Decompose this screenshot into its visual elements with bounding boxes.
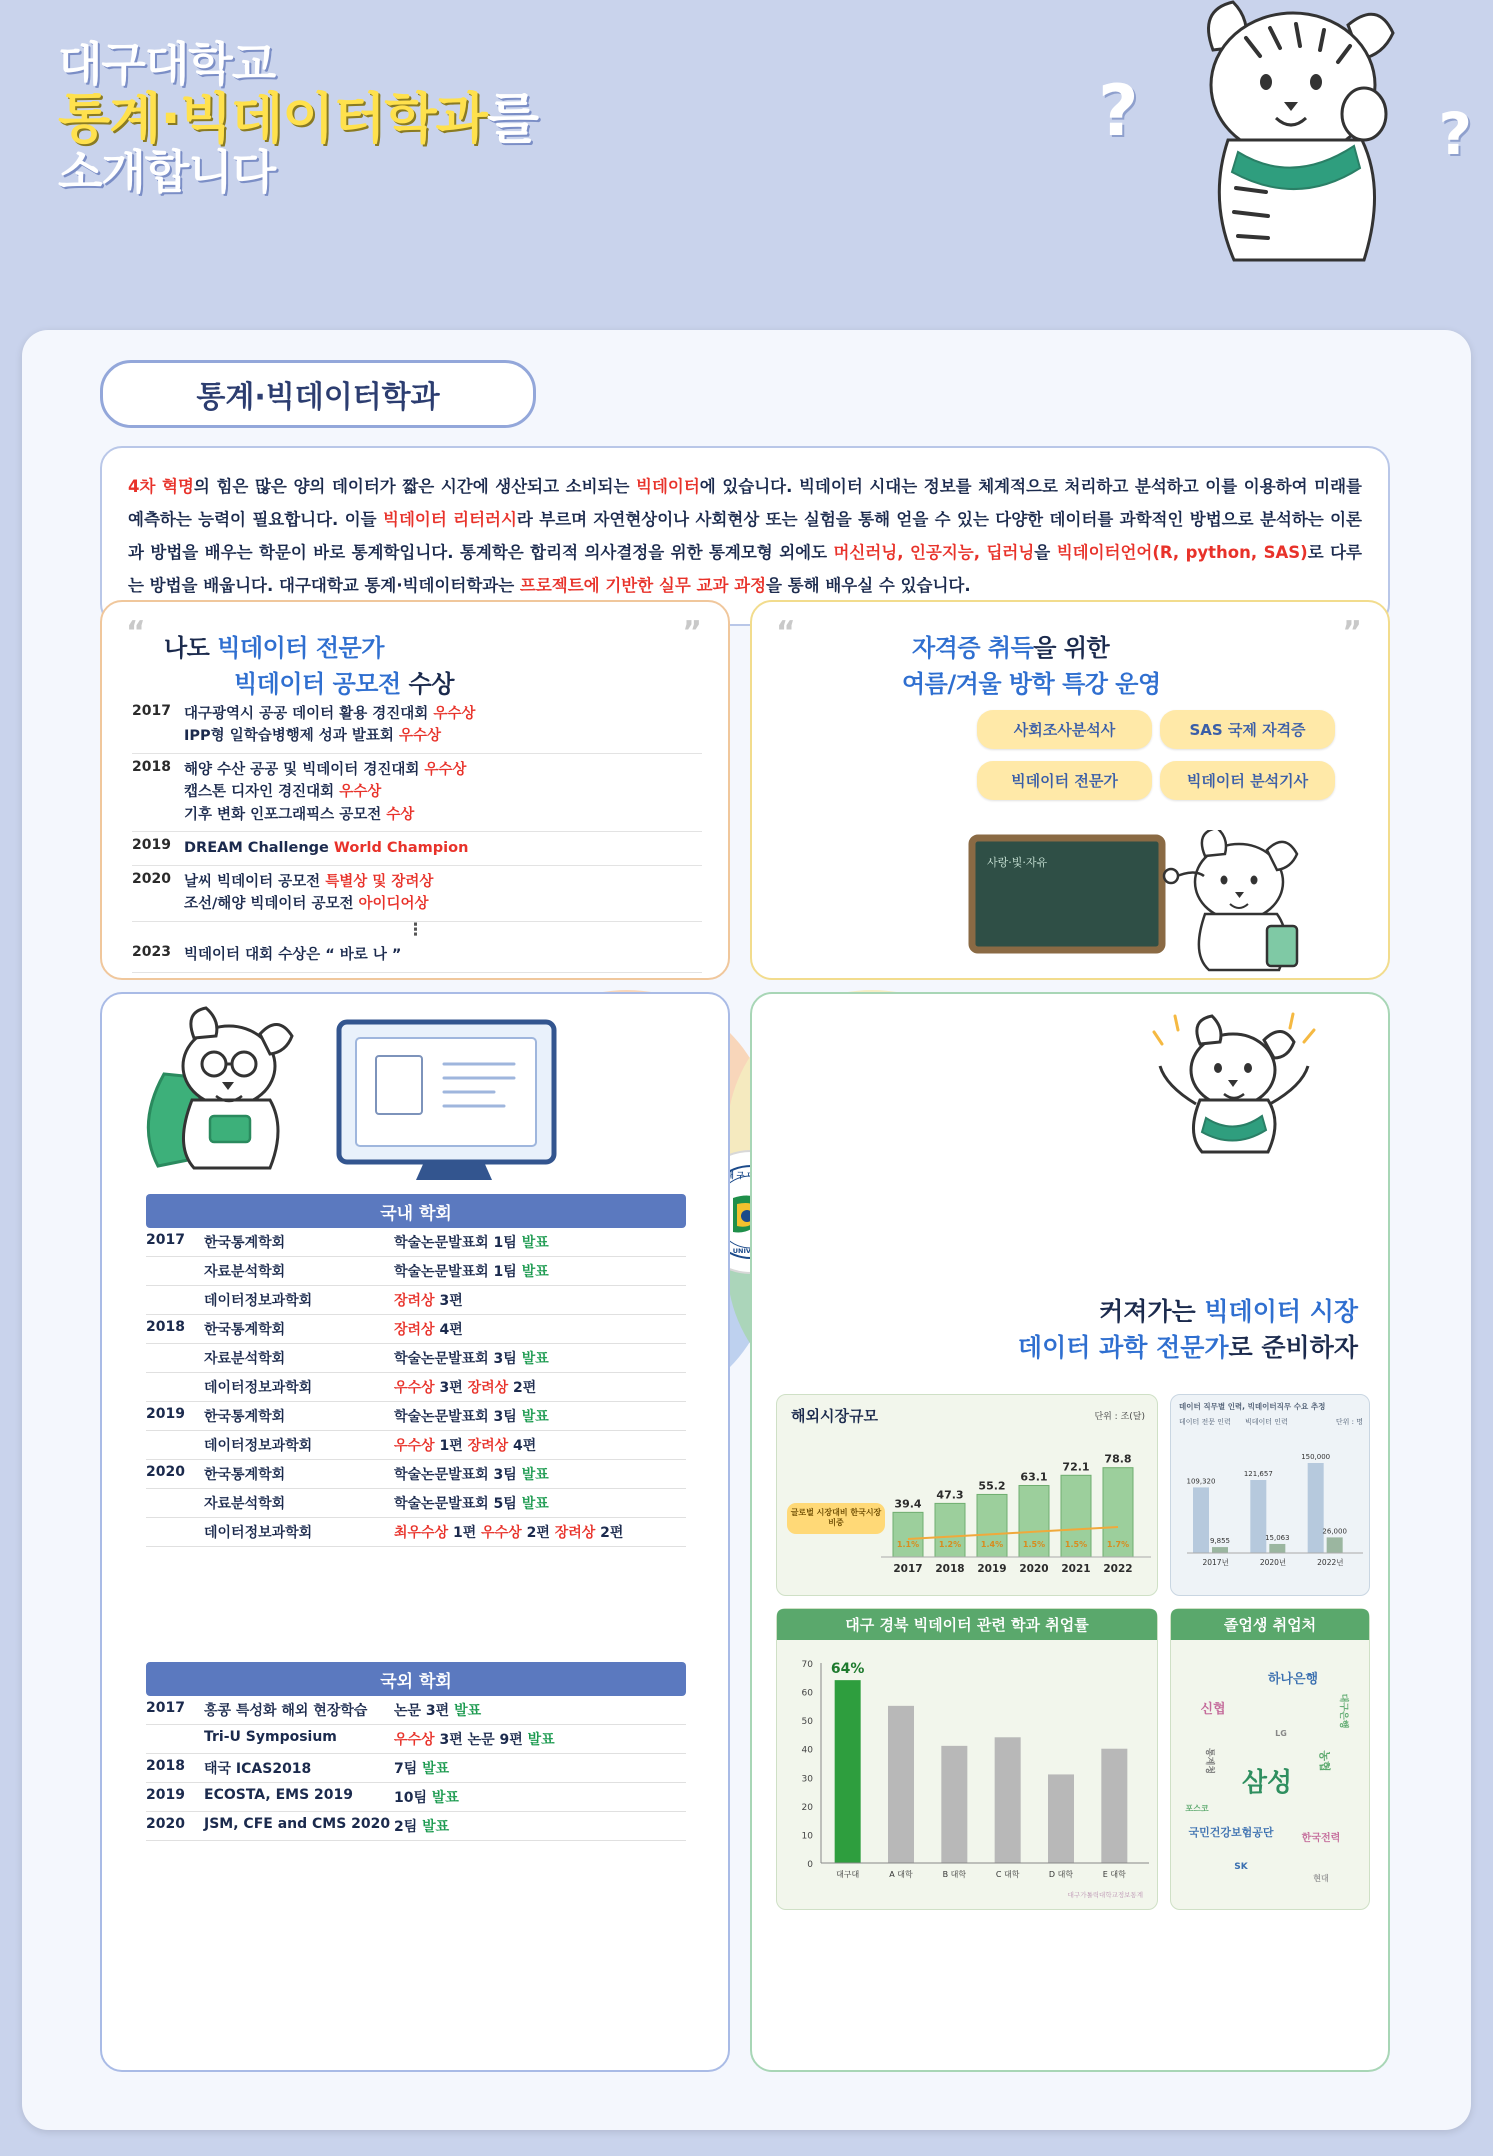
certificate-tag-list <box>977 710 1377 812</box>
employ-y-tick: 70 <box>801 1660 813 1670</box>
conference-year <box>146 1435 204 1455</box>
wordcloud-word: 포스코 <box>1185 1804 1209 1813</box>
manpower-x-tick: 2020년 <box>1259 1558 1287 1567</box>
header-line-2 <box>58 86 538 150</box>
contest-list-ellipsis: ⋮ <box>407 919 427 940</box>
contest-year: 2019 <box>132 837 171 854</box>
contest-awards <box>184 837 702 859</box>
manpower-bar-total <box>1308 1463 1324 1553</box>
cert-tag-0[interactable]: 사회조사분석사 <box>977 710 1152 749</box>
intro-segment-0: 4차 혁명 <box>128 477 194 496</box>
conference-year <box>146 1522 204 1542</box>
contest-award-line: 날씨 빅데이터 공모전 특별상 및 장려상 <box>184 873 434 890</box>
employ-x-tick: A 대학 <box>889 1870 913 1879</box>
conference-name: 데이터정보과학회 <box>204 1438 313 1454</box>
conference-result: 학술논문발표회 1팀 발표 <box>394 1264 549 1280</box>
conference-name: Tri-U Symposium <box>204 1729 337 1745</box>
manpower-legend-1: 빅데이터 인력 <box>1245 1418 1288 1426</box>
manpower-x-tick: 2017년 <box>1202 1558 1229 1567</box>
intl-conference-header: 국외 학회 <box>146 1662 686 1696</box>
domestic-conference-table <box>146 1228 686 1547</box>
celebrating-tiger-illustration <box>1118 1008 1348 1158</box>
table-row <box>146 1402 686 1431</box>
contest-award-line: 해양 수산 공공 및 빅데이터 경진대회 우수상 <box>184 761 467 778</box>
conference-year <box>146 1290 204 1310</box>
conference-result: 10팀 발표 <box>394 1790 459 1806</box>
manpower-unit: 단위 : 명 <box>1335 1418 1363 1426</box>
cert-tag-3[interactable]: 빅데이터 분석기사 <box>1160 761 1335 800</box>
wordcloud-word: 하나은행 <box>1267 1672 1319 1687</box>
contest-award-line: 빅데이터 대회 수상은 “ 바로 나 ” <box>184 947 402 964</box>
intl-conference-table <box>146 1696 686 1841</box>
department-title: 통계·빅데이터학과 <box>100 360 536 428</box>
wordcloud-word: 현대 <box>1313 1874 1329 1883</box>
conference-name: 데이터정보과학회 <box>204 1525 313 1541</box>
employ-y-tick: 30 <box>801 1774 813 1785</box>
employ-y-tick: 20 <box>801 1802 813 1813</box>
employer-wordcloud-title: 졸업생 취업처 <box>1171 1609 1369 1640</box>
quote-close-icon-2: ” <box>1342 615 1362 650</box>
contest-year: 2018 <box>132 758 171 775</box>
conference-result: 우수상 3편 장려상 2편 <box>394 1380 537 1396</box>
manpower-bar-total <box>1250 1480 1266 1553</box>
quote-close-icon: ” <box>682 615 702 650</box>
table-row <box>146 1431 686 1460</box>
market-bar-value: 63.1 <box>1020 1470 1048 1484</box>
contest-row <box>132 754 702 832</box>
manpower-bar-total <box>1193 1487 1209 1553</box>
conference-year: 2019 <box>146 1406 185 1422</box>
cert-title-1: 자격증 취득을 위한 <box>912 634 1110 662</box>
market-x-tick: 2020 <box>1019 1563 1049 1575</box>
contest-year: 2020 <box>132 870 171 887</box>
conference-name: 데이터정보과학회 <box>204 1380 313 1396</box>
page-header <box>0 0 1493 310</box>
market-x-tick: 2022 <box>1103 1563 1133 1575</box>
quote-open-icon: “ <box>126 615 146 650</box>
manpower-bar-big <box>1212 1547 1228 1553</box>
employ-bar <box>941 1746 967 1863</box>
contest-awards <box>184 703 702 748</box>
conference-name: 자료분석학회 <box>204 1496 286 1512</box>
market-bar-value: 55.2 <box>978 1479 1006 1493</box>
employ-y-tick: 0 <box>807 1860 813 1870</box>
manpower-x-tick: 2022년 <box>1317 1558 1344 1567</box>
market-share-label: 1.4% <box>980 1540 1004 1549</box>
manpower-legend-0: 데이터 전문 인력 <box>1179 1418 1231 1426</box>
overseas-market-annotation: 글로벌 시장대비 한국시장 비중 <box>787 1503 885 1534</box>
conference-result: 우수상 1편 장려상 4편 <box>394 1438 537 1454</box>
conference-year <box>146 1261 204 1281</box>
wordcloud-word: 신협 <box>1200 1702 1226 1717</box>
intro-segment-9: 로 다루는 방법을 배웁니다. 대구대학교 통계·빅데이터학과는 <box>128 543 1362 595</box>
contest-award-line: 기후 변화 인포그래픽스 공모전 수상 <box>184 806 415 823</box>
employ-bar <box>835 1680 861 1863</box>
question-mark-icon-2: ? <box>1438 100 1472 168</box>
table-row <box>146 1286 686 1315</box>
hero-tiger-illustration <box>124 1004 644 1194</box>
cert-title-2: 여름/겨울 방학 특강 운영 <box>902 670 1161 698</box>
market-x-tick: 2019 <box>977 1563 1007 1575</box>
conference-result: 학술논문발표회 3팀 발표 <box>394 1467 549 1483</box>
conference-name: 한국통계학회 <box>204 1235 286 1251</box>
intro-segment-6: 머신러닝, 인공지능, 딥러닝 <box>833 543 1035 562</box>
contest-year: 2023 <box>132 944 171 961</box>
conference-year <box>146 1729 204 1749</box>
overseas-market-unit: 단위 : 조(달) <box>1094 1412 1145 1422</box>
manpower-bar-big <box>1327 1537 1343 1553</box>
conference-year: 2020 <box>146 1816 185 1832</box>
conference-name: 한국통계학회 <box>204 1409 286 1425</box>
conference-name: 자료분석학회 <box>204 1351 286 1367</box>
contest-award-line: IPP형 일학습병행제 성과 발표회 우수상 <box>184 728 441 745</box>
employ-bar <box>1048 1774 1074 1863</box>
manpower-chart-title: 데이터 직무별 인력, 빅데이터직무 수요 추정 <box>1179 1402 1326 1411</box>
conference-name: 자료분석학회 <box>204 1264 286 1280</box>
conference-result: 학술논문발표회 3팀 발표 <box>394 1351 549 1367</box>
employ-bar <box>995 1737 1021 1863</box>
table-row <box>146 1812 686 1841</box>
conference-year <box>146 1348 204 1368</box>
manpower-value-total: 109,320 <box>1186 1477 1216 1486</box>
contest-award-line: 캡스톤 디자인 경진대회 우수상 <box>184 784 382 801</box>
cert-tag-2[interactable]: 빅데이터 전문가 <box>977 761 1152 800</box>
market-bar-value: 39.4 <box>894 1497 922 1511</box>
domestic-conference-section <box>146 1194 686 1547</box>
intro-segment-1: 의 힘은 많은 양의 데이터가 짧은 시간에 생산되고 소비되는 <box>193 477 637 496</box>
employ-bar <box>1101 1749 1127 1863</box>
market-x-tick: 2018 <box>935 1563 965 1575</box>
table-row <box>146 1754 686 1783</box>
conference-name: JSM, CFE and CMS 2020 <box>204 1816 391 1832</box>
table-row <box>146 1518 686 1547</box>
market-share-label: 1.2% <box>938 1540 962 1549</box>
table-row <box>146 1460 686 1489</box>
conference-year: 2017 <box>146 1700 185 1716</box>
cert-tag-1[interactable]: SAS 국제 자격증 <box>1160 710 1335 749</box>
table-row <box>146 1489 686 1518</box>
conference-result: 학술논문발표회 3팀 발표 <box>394 1409 549 1425</box>
question-mark-icon-1: ? <box>1098 70 1139 152</box>
market-bar-value: 78.8 <box>1104 1452 1132 1466</box>
market-bar-value: 72.1 <box>1062 1460 1090 1474</box>
table-row <box>146 1228 686 1257</box>
tiger-mascot-icon <box>1098 0 1472 290</box>
intro-segment-2: 빅데이터 <box>636 477 700 496</box>
conference-year: 2018 <box>146 1758 185 1774</box>
contest-row <box>132 832 702 865</box>
overseas-market-chart-title: 해외시장규모 <box>791 1407 878 1425</box>
main-card <box>22 330 1471 2130</box>
market-bar <box>893 1512 923 1557</box>
conference-name: 한국통계학회 <box>204 1467 286 1483</box>
employ-y-tick: 40 <box>801 1745 813 1756</box>
conference-panel <box>100 992 730 2072</box>
intro-segment-5: 라 부르며 자연현상이나 사회현상 또는 실험을 통해 얻을 수 있는 다양한 데이터를 과학적인 방법으로 분석하는 이론과 방법을 배우는 학문이 바로 통계학입니다. 통계학은 합리적 의사결정을 위한 통계모형 외에도 <box>128 510 1362 562</box>
domestic-conference-header: 국내 학회 <box>146 1194 686 1228</box>
manpower-value-big: 26,000 <box>1322 1527 1347 1536</box>
wordcloud-word: 통계청 <box>1204 1747 1214 1775</box>
table-row <box>146 1696 686 1725</box>
wordcloud-word: 국민건강보험공단 <box>1188 1826 1274 1839</box>
conference-result: 7팀 발표 <box>394 1761 450 1777</box>
table-row <box>146 1725 686 1754</box>
manpower-value-big: 15,063 <box>1265 1533 1290 1542</box>
header-line-3: 소개합니다 <box>58 144 276 199</box>
job-panel <box>750 992 1390 2072</box>
conference-year <box>146 1377 204 1397</box>
market-share-label: 1.1% <box>896 1540 920 1549</box>
manpower-value-big: 9,855 <box>1209 1537 1231 1546</box>
conference-result: 학술논문발표회 1팀 발표 <box>394 1235 549 1251</box>
conference-name: 태국 ICAS2018 <box>204 1761 312 1777</box>
intro-segment-8: 빅데이터언어(R, python, SAS) <box>1056 543 1308 562</box>
wordcloud-word: 농협 <box>1318 1750 1331 1772</box>
employ-x-tick: 대구대 <box>836 1870 860 1879</box>
header-line-1: 대구대학교 <box>58 37 276 91</box>
wordcloud-word: SK <box>1234 1862 1248 1872</box>
conference-name: 데이터정보과학회 <box>204 1293 313 1309</box>
contest-title-1: 나도 빅데이터 전문가 <box>164 634 384 662</box>
contest-title-2: 빅데이터 공모전 수상 <box>234 670 454 698</box>
employ-footnote: 대구가톨릭대학교정보통계 <box>1067 1891 1143 1899</box>
employ-x-tick: C 대학 <box>995 1870 1020 1879</box>
market-share-label: 1.5% <box>1064 1540 1088 1549</box>
conference-name: 한국통계학회 <box>204 1322 286 1338</box>
blackboard-text: 사랑·빛·자유 <box>987 856 1048 869</box>
table-row <box>146 1315 686 1344</box>
employ-x-tick: E 대학 <box>1102 1870 1126 1879</box>
header-line-2-suffix: 를 <box>486 86 538 150</box>
employ-y-tick: 10 <box>801 1831 813 1842</box>
conference-year <box>146 1493 204 1513</box>
contest-award-line: DREAM Challenge World Champion <box>184 840 469 857</box>
manpower-value-total: 121,657 <box>1243 1470 1273 1479</box>
header-title-block <box>58 37 538 199</box>
market-x-tick: 2017 <box>893 1563 923 1575</box>
employ-y-tick: 60 <box>801 1688 813 1699</box>
wordcloud-word: 삼성 <box>1241 1768 1293 1798</box>
intro-segment-3: 에 있습니다. 빅데이터 시대는 정보를 체계적으로 처리하고 분석하고 이를 이용하여 미래를 예측하는 능력이 필요합니다. 이들 <box>128 477 1362 529</box>
intro-segment-4: 빅데이터 리터러시 <box>383 510 517 529</box>
conference-result: 장려상 4편 <box>394 1322 463 1338</box>
employ-y-tick: 50 <box>801 1717 813 1728</box>
intro-segment-11: 을 통해 배우실 수 있습니다. <box>766 576 971 595</box>
job-section-title: 커져가는 빅데이터 시장 데이터 과학 전문가로 준비하자 <box>1017 1297 1358 1363</box>
conference-year: 2019 <box>146 1787 185 1803</box>
market-bar-value: 47.3 <box>936 1488 964 1502</box>
wordcloud-word: 한국전력 <box>1301 1833 1341 1844</box>
wordcloud-word: 대구은행 <box>1338 1693 1348 1729</box>
intro-segment-7: 을 <box>1034 543 1057 562</box>
employment-rate-chart-title: 대구 경북 빅데이터 관련 학과 취업률 <box>777 1609 1157 1640</box>
market-x-tick: 2021 <box>1061 1563 1091 1575</box>
conference-result: 논문 3편 발표 <box>394 1703 482 1719</box>
manpower-value-total: 150,000 <box>1301 1453 1331 1461</box>
intro-segment-10: 프로젝트에 기반한 실무 교과 과정 <box>519 576 767 595</box>
overseas-market-chart <box>776 1394 1158 1596</box>
table-row <box>146 1344 686 1373</box>
contest-award-line: 대구광역시 공공 데이터 활용 경진대회 우수상 <box>184 706 476 722</box>
employ-x-tick: D 대학 <box>1048 1870 1074 1879</box>
contest-awards <box>184 759 702 826</box>
contest-year: 2017 <box>132 703 171 719</box>
employ-x-tick: B 대학 <box>942 1870 967 1879</box>
employ-bar <box>888 1706 914 1863</box>
conference-result: 우수상 3편 논문 9편 발표 <box>394 1732 555 1748</box>
conference-name: ECOSTA, EMS 2019 <box>204 1787 353 1803</box>
employ-bar-value: 64% <box>830 1661 865 1678</box>
conference-year: 2017 <box>146 1232 185 1248</box>
conference-year: 2020 <box>146 1464 185 1480</box>
intro-paragraph <box>100 446 1390 626</box>
employment-rate-chart <box>776 1608 1158 1910</box>
conference-result: 장려상 3편 <box>394 1293 463 1309</box>
intl-conference-section <box>146 1662 686 1841</box>
conference-result: 학술논문발표회 5팀 발표 <box>394 1496 549 1512</box>
conference-result: 2팀 발표 <box>394 1819 450 1835</box>
conference-name: 홍콩 특성화 해외 현장학습 <box>204 1703 368 1719</box>
emblem-top-text: 구 <box>736 1171 745 1180</box>
header-line-2-highlight: 통계·빅데이터학과 <box>58 86 487 150</box>
contest-row <box>132 698 702 754</box>
contest-award-line: 조선/해양 빅데이터 공모전 아이디어상 <box>184 896 429 913</box>
table-row <box>146 1373 686 1402</box>
market-share-label: 1.7% <box>1106 1540 1130 1549</box>
table-row <box>146 1257 686 1286</box>
conference-year: 2018 <box>146 1319 185 1335</box>
conference-result: 최우수상 1편 우수상 2편 장려상 2편 <box>394 1525 624 1541</box>
table-row <box>146 1783 686 1812</box>
wordcloud-word: LG <box>1275 1729 1287 1738</box>
manpower-bar-big <box>1269 1544 1285 1553</box>
employer-wordcloud <box>1170 1608 1370 1910</box>
market-share-label: 1.5% <box>1022 1540 1046 1549</box>
manpower-chart <box>1170 1394 1370 1596</box>
quote-open-icon-2: “ <box>776 615 796 650</box>
